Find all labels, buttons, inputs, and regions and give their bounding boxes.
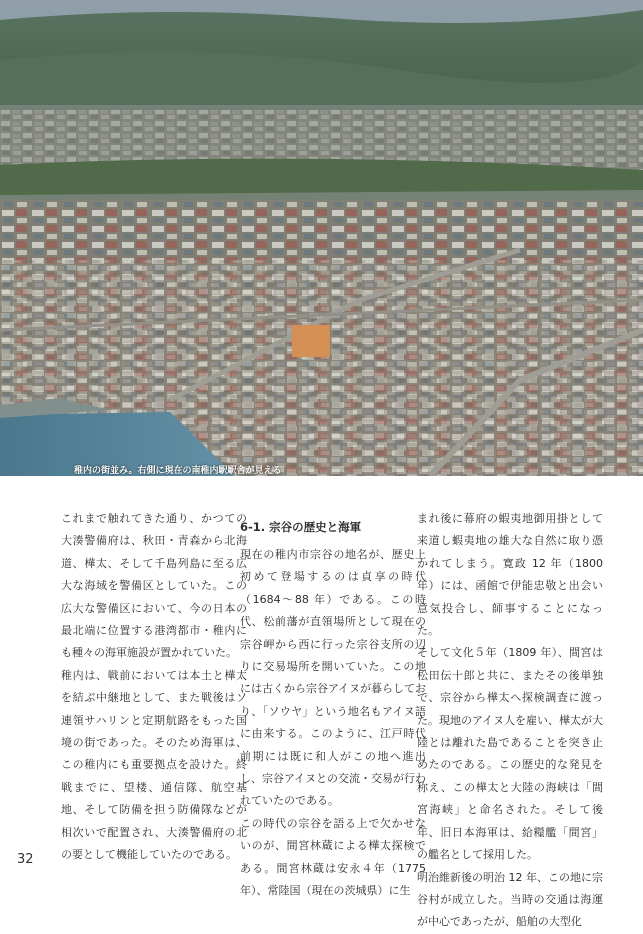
page-number: 32: [17, 852, 34, 867]
section-heading: 6-1. 宗谷の歴史と海軍: [240, 520, 362, 534]
paragraph: これまで触れてきた通り、かつての大湊警備府は、秋田・青森から北海道、樺太、そして千島列島に至る広大な海域を警備区としていた。この広大な警備区において、今の日本の最北端に位置する港湾都市・稚内にも種々の海軍施設が置かれていた。: [61, 512, 247, 660]
text-column-2: [240, 508, 426, 903]
paragraph: この時代の宗谷を語る上で欠かせないのが、間宮林蔵による樺太探検である。間宮林蔵は安永４年（1775年）、常陸国（現在の茨城県）に生: [240, 816, 426, 898]
paragraph: 稚内は、戦前においては本土と樺太を結ぶ中継地として、また戦後はソ連領サハリンと定期航路をもった国境の街であった。そのため海軍は、この稚内にも重要拠点を設けた。終戦までに、望楼、通信隊、航空基地、そして防備を担う防備隊などが相次いで配置され、大湊警備府の北の要として機能していたのである。: [61, 668, 247, 862]
paragraph: まれ後に幕府の蝦夷地御用掛として来道し蝦夷地の雄大な自然に取り憑かれてしまう。寛政 12 年（1800 年）には、函館で伊能忠敬と出会い意気投合し、師事することになった。: [417, 512, 603, 638]
paragraph: 明治維新後の明治 12 年、この地に宗谷村が成立した。当時の交通は海運が中心であったが、船舶の大型化: [417, 870, 603, 929]
text-column-1: [61, 508, 247, 867]
paragraph: そして文化５年（1809 年）、間宮は松田伝十郎と共に、またその後単独で、宗谷から樺太へ探検調査に渡った。現地のアイヌ人を雇い、樺太が大陸とは離れた島であることを突き止めたのである。この歴史的な発見を称え、この樺太と大陸の海峡は「間宮海峡」と命名された。そして後年、旧日本海軍は、給糧艦「間宮」の艦名として採用した。: [417, 646, 604, 862]
text-column-3: [417, 508, 603, 934]
photo-caption: 稚内の街並み。右側に現在の南稚内駅駅舎が見える: [74, 466, 282, 476]
paragraph: 現在の稚内市宗谷の地名が、歴史上初めて登場するのは貞享の時代（1684～88 年）である。この時代、松前藩が直領場所として現在の宗谷岬から西に行った宗谷支所の辺りに交易場所を開いていた。この地には古くから宗谷アイヌが暮らしており、「ソウヤ」という地名もアイヌ語に由来する。このように、江戸時代前期には既に和人がこの地へ進出し、宗谷アイヌとの交流・交易が行われていたのである。: [240, 548, 427, 808]
